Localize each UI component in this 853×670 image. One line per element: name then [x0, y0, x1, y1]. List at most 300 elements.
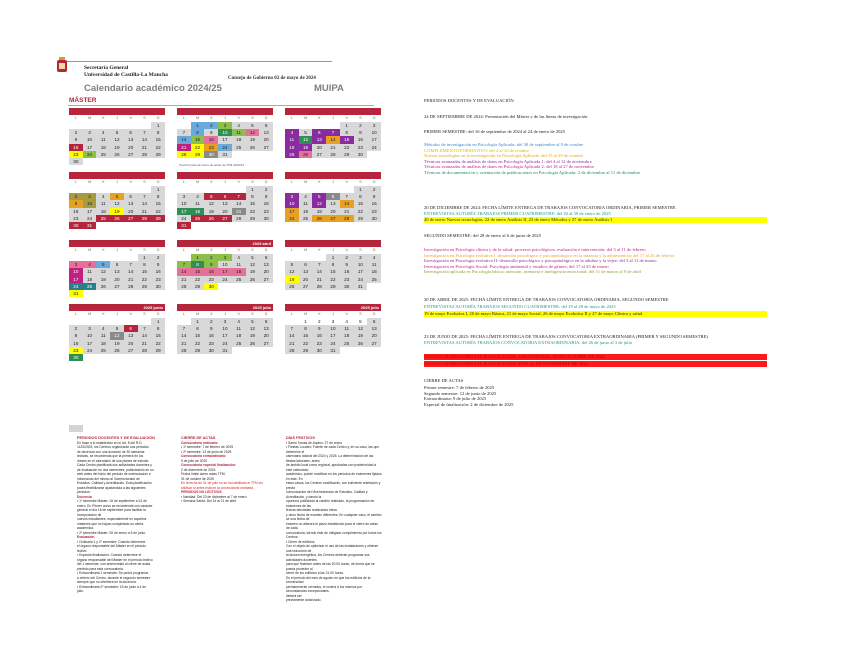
day-cell: 6	[218, 193, 232, 200]
day-cell: 19	[110, 340, 124, 347]
day-cell: 8	[191, 325, 205, 332]
day-cell: 3	[331, 319, 335, 324]
periods-line: Evaluación	[77, 535, 95, 539]
day-cell: 18	[232, 268, 246, 275]
day-cell: 2	[69, 129, 83, 136]
weekday-label: V	[345, 312, 348, 316]
week-row	[177, 122, 273, 129]
day-cell: 1	[326, 254, 340, 261]
weekday-label: X	[318, 180, 321, 184]
day-cell: 14	[177, 268, 191, 275]
periods-line: incorporación de	[77, 512, 102, 517]
day-cell: 3	[83, 193, 97, 200]
day-cell: 9	[204, 261, 218, 268]
day-cell: 26	[110, 215, 124, 222]
empty-cell	[340, 347, 354, 354]
holidays-line: y otros fecha de examen diferentes. En cualquier caso, el cambio se una fecha de	[286, 512, 382, 521]
day-cell: 7	[177, 261, 191, 268]
day-cell: 27	[367, 340, 381, 347]
day-cell: 13	[124, 200, 138, 207]
empty-cell	[110, 290, 124, 297]
empty-cell	[83, 254, 97, 261]
university-crest-icon	[56, 57, 68, 75]
day-cell: 16	[259, 200, 273, 207]
periods-line: En base a lo establecido en el Art. 8 del R.D.	[77, 440, 143, 445]
day-cell: 11	[191, 200, 205, 207]
week-row	[69, 208, 165, 215]
weekday-row	[69, 311, 165, 318]
weekday-label: M	[196, 248, 200, 252]
day-cell: 12	[110, 136, 124, 143]
right-interviews-1-dates: 20 de enero Nuevas tecnologías, 22 de enero Análisis II, 23 de enero Métodos y 27 de enero Análisis I	[424, 217, 767, 223]
weekday-label: S	[143, 248, 146, 252]
day-cell: 8	[191, 129, 205, 136]
weekday-label: J	[332, 312, 334, 316]
day-cell: 22	[191, 340, 205, 347]
actas-line: 2 de diciembre de 2024	[181, 467, 216, 472]
day-cell: 16	[204, 136, 218, 143]
empty-cell	[138, 222, 152, 229]
day-cell: 3	[83, 325, 97, 332]
empty-cell	[177, 186, 191, 193]
day-cell: 14	[138, 136, 152, 143]
day-cell: 27	[299, 283, 313, 290]
actas-line: Convocatoria ordinaria:	[181, 440, 219, 445]
periods-line: Estudios, Calidad y Acreditación. Esta planificación	[77, 481, 152, 485]
day-cell: 20	[124, 340, 138, 347]
month-calendar	[177, 240, 273, 290]
day-cell: 26	[354, 340, 368, 347]
periods-line: 1125/2003, los Centros organizarán sus periodos	[77, 445, 149, 449]
day-cell: 22	[151, 208, 165, 215]
month-header	[69, 240, 165, 247]
day-cell: 29	[191, 283, 205, 290]
day-cell: 10	[218, 261, 232, 268]
day-cell: 29	[191, 347, 205, 354]
day-cell: 5	[246, 254, 260, 261]
day-cell: 17	[218, 332, 232, 339]
day-cell: 8	[151, 193, 165, 200]
right-deadline-2: 30 DE ABRIL DE 2025: FECHA LÍMITE ENTREGA DE TRABAJOS CONVOCATORIA ORDINARIA, SEGUNDO SEMESTRE	[424, 297, 669, 302]
organization: Secretaría General Universidad de Castilla-La Mancha	[84, 65, 168, 78]
empty-cell	[340, 186, 354, 193]
day-cell: 14	[138, 332, 152, 339]
day-cell: 27	[124, 347, 138, 354]
day-cell: 11	[232, 261, 246, 268]
day-cell: 26	[110, 347, 124, 354]
subject-line: Métodos de investigación en Psicología Aplicada: del 30 de septiembre al 9 de octubre	[424, 142, 584, 147]
week-row	[285, 193, 381, 200]
day-cell: 17	[83, 144, 97, 151]
day-cell: 23	[69, 347, 83, 354]
day-cell: 9	[69, 200, 83, 207]
empty-cell	[177, 318, 191, 325]
day-cell: 1	[151, 318, 165, 325]
day-cell: 18	[232, 136, 246, 143]
day-cell: 7	[138, 193, 152, 200]
day-cell: 12	[312, 200, 326, 207]
day-cell: 21	[340, 208, 354, 215]
day-cell: 15	[340, 136, 354, 143]
day-cell: 2	[259, 186, 273, 193]
right-actas-list	[424, 385, 513, 407]
week-row	[69, 186, 165, 193]
day-cell: 28	[177, 151, 191, 158]
weekday-row	[69, 115, 165, 122]
periods-line: a criterio del Centro, durante el segundo semestre	[77, 575, 151, 580]
day-cell: 24	[83, 151, 97, 158]
day-cell: 16	[204, 268, 218, 275]
day-cell: 13	[259, 325, 273, 332]
day-cell: 20	[312, 144, 326, 151]
empty-cell	[96, 254, 110, 261]
empty-cell	[259, 347, 273, 354]
holidays-line: de ámbito local como regional, aprobadas con posterioridad a este calendario	[286, 463, 377, 472]
day-cell: 31	[218, 151, 232, 158]
weekday-label: L	[182, 248, 185, 252]
day-cell: 28	[326, 151, 340, 158]
empty-cell	[354, 347, 368, 354]
day-cell: 10	[285, 200, 299, 207]
periods-line: el órgano responsable del Máster en el periodo	[77, 544, 146, 548]
empty-cell	[326, 122, 340, 129]
day-cell: 7	[340, 193, 354, 200]
day-cell: 15	[191, 268, 205, 275]
day-cell: 10	[218, 129, 232, 136]
weekday-label: D	[156, 312, 160, 316]
actas-line: En la fecha de 31 de julio no se ha habilitado el TFM sin	[181, 481, 263, 485]
day-cell: 25	[367, 276, 381, 283]
day-cell: 6	[259, 254, 273, 261]
day-cell: 7	[138, 129, 152, 136]
weekday-label: S	[359, 180, 362, 184]
weekday-label: L	[74, 248, 77, 252]
week-row	[69, 354, 165, 361]
weekday-label: S	[251, 180, 254, 184]
subject-line: Nuevas tecnologías en la investigación en Psicología Aplicada: del 15 al 29 de octubre	[424, 153, 584, 159]
right-interviews-3: ENTREVISTAS AUTORÍA TRABAJOS CONVOCATORIA EXTRAORDINARIA: del 26 de junio al 3 de julio	[424, 340, 633, 345]
week-row	[177, 208, 273, 215]
day-cell: 25	[232, 276, 246, 283]
day-cell: 25	[96, 151, 110, 158]
weekday-label: X	[210, 248, 213, 252]
weekday-label: J	[116, 248, 118, 252]
week-row	[285, 208, 381, 215]
weekday-label: X	[102, 116, 105, 120]
day-cell: 21	[138, 208, 152, 215]
day-cell: 28	[340, 215, 354, 222]
day-cell: 12	[285, 268, 299, 275]
empty-cell	[312, 186, 326, 193]
day-cell: 18	[96, 144, 110, 151]
day-cell: 29	[340, 151, 354, 158]
day-cell: 12	[246, 261, 260, 268]
day-cell: 20	[110, 276, 124, 283]
day-cell: 9	[204, 129, 218, 136]
program-code: MUIPA	[314, 83, 344, 94]
right-special-2: CONVOCATORIA ESPECIAL FINALIZACIÓN: TFM: 21 DE NOVIEMBRE DE 2024	[424, 361, 767, 367]
day-cell: 6	[259, 122, 273, 129]
day-cell: 6	[299, 261, 313, 268]
holidays-line: previamente autorizado.	[286, 598, 322, 602]
day-cell: 12	[354, 325, 368, 332]
day-cell: 18	[191, 208, 205, 215]
day-cell: 23	[69, 151, 83, 158]
day-cell: 10	[326, 325, 340, 332]
day-cell: 1	[151, 122, 165, 129]
weekday-label: V	[345, 180, 348, 184]
day-cell: 14	[232, 200, 246, 207]
day-cell: 19	[204, 208, 218, 215]
empty-cell	[204, 186, 218, 193]
day-cell: 3	[218, 318, 232, 325]
weekday-label: L	[290, 248, 293, 252]
day-cell: 26	[285, 283, 299, 290]
week-row	[69, 347, 165, 354]
periods-line: lectivas, se recomienda que la primera en los	[77, 454, 144, 458]
weekday-label: X	[318, 116, 321, 120]
day-cell: 28	[138, 347, 152, 354]
weekday-row	[177, 247, 273, 254]
day-cell: 2	[354, 122, 368, 129]
week-row	[177, 193, 273, 200]
day-cell: 25	[232, 340, 246, 347]
day-cell: 4	[191, 193, 205, 200]
day-cell: 5	[110, 325, 124, 332]
day-cell: 19	[110, 208, 124, 215]
day-cell: 5	[96, 261, 110, 268]
weekday-label: J	[116, 180, 118, 184]
periods-line: podrá flexibilizarse ajustándola a las siguientes	[77, 485, 146, 490]
week-row	[177, 144, 273, 151]
week-row	[177, 283, 273, 290]
day-cell: 1	[191, 254, 205, 261]
day-cell: 31	[326, 347, 340, 354]
day-cell: 27	[218, 215, 232, 222]
day-cell: 27	[259, 276, 273, 283]
day-cell: 28	[312, 283, 326, 290]
day-cell: 21	[177, 276, 191, 283]
day-cell: 15	[191, 136, 205, 143]
weekday-label: J	[116, 116, 118, 120]
day-cell: 23	[69, 215, 83, 222]
empty-cell	[124, 254, 138, 261]
day-cell: 7	[177, 129, 191, 136]
day-cell: 12	[299, 136, 313, 143]
empty-cell	[259, 222, 273, 229]
periods-line: • 1º semestre Máster: 16 de septiembre a 24 de	[77, 499, 147, 503]
empty-cell	[83, 354, 97, 361]
day-cell: 26	[110, 151, 124, 158]
day-cell: 16	[204, 332, 218, 339]
month-calendar	[177, 304, 273, 354]
day-cell: 21	[326, 144, 340, 151]
day-cell: 15	[354, 200, 368, 207]
day-cell: 16	[340, 268, 354, 275]
right-deadline-3: 23 DE JUNIO DE 2025: FECHA LÍMITE ENTREGA DE TRABAJOS CONVOCATORIA EXTRAORDINARIA (PRIMER Y SEGUNDO SEMESTRE)	[424, 334, 708, 339]
week-row	[69, 268, 165, 275]
day-cell: 3	[367, 122, 381, 129]
holidays-line: cierre de los edificios a las 21:00 horas.	[286, 571, 344, 575]
periods-line: lectivo.	[77, 548, 88, 553]
empty-cell	[138, 186, 152, 193]
empty-cell	[96, 290, 110, 297]
empty-cell	[232, 347, 246, 354]
empty-cell	[259, 151, 273, 158]
day-cell: 7	[326, 129, 340, 136]
day-cell: 8	[354, 193, 368, 200]
weekday-label: M	[196, 312, 200, 316]
empty-cell	[151, 290, 165, 297]
day-cell: 29	[151, 151, 165, 158]
day-cell: 7	[138, 325, 152, 332]
day-cell: 26	[96, 283, 110, 290]
day-cell: 19	[312, 208, 326, 215]
actas-line: Especial de finalización: 2 de diciembre de 2025	[424, 401, 514, 407]
day-cell: 5	[204, 193, 218, 200]
weekday-row	[177, 115, 273, 122]
month-header	[69, 108, 165, 115]
weekday-label: D	[372, 312, 376, 316]
empty-cell	[285, 122, 299, 129]
day-cell: 16	[312, 332, 326, 339]
day-cell: 3	[177, 193, 191, 200]
day-cell: 22	[151, 144, 165, 151]
day-cell: 25	[299, 215, 313, 222]
periods-line: general el día 16 de septiembre para facilitar la	[77, 508, 146, 512]
empty-cell	[110, 186, 124, 193]
week-row	[177, 215, 273, 222]
day-cell: 8	[299, 325, 313, 332]
week-row	[69, 144, 165, 151]
weekday-label: M	[304, 116, 308, 120]
subject-line: Técnicas de documentación y orientación de publicaciones en Psicología Aplicada: 2 de diciembre al 11 de diciembre	[424, 169, 641, 175]
week-row	[285, 332, 381, 339]
day-cell: 6	[124, 129, 138, 136]
month-header	[285, 172, 381, 179]
day-cell: 2	[69, 193, 83, 200]
week-row	[285, 261, 381, 268]
week-row	[177, 268, 273, 275]
weekday-label: D	[264, 116, 268, 120]
day-cell: 1	[191, 318, 205, 325]
day-cell: 7	[232, 193, 246, 200]
periods-line: julio.	[77, 589, 84, 593]
periods-line: enero. En Primer curso se recomienda con carácter	[77, 503, 153, 508]
day-cell: 10	[177, 200, 191, 207]
empty-cell	[83, 122, 97, 129]
periods-line: Docencia	[77, 494, 92, 499]
day-cell: 17	[83, 340, 97, 347]
day-cell: 5	[285, 261, 299, 268]
day-cell: 18	[367, 268, 381, 275]
day-cell: 14	[177, 136, 191, 143]
day-cell: 12	[246, 129, 260, 136]
day-cell: 19	[299, 144, 313, 151]
weekday-label: J	[224, 248, 226, 252]
week-row	[69, 318, 165, 325]
right-interviews-2-dates: 19 de mayo Evolutiva I, 20 de mayo Básica, 21 de mayo Social, 26 de mayo Evolutiva II y 27 de mayo Clínica y salud	[424, 311, 767, 317]
empty-cell	[218, 186, 232, 193]
day-cell: 12	[110, 200, 124, 207]
weekday-row	[69, 179, 165, 186]
day-cell: 27	[124, 151, 138, 158]
weekday-label: D	[264, 180, 268, 184]
day-cell: 9	[354, 129, 368, 136]
day-cell: 1	[304, 319, 307, 324]
empty-cell	[138, 354, 152, 361]
empty-cell	[151, 354, 165, 361]
day-cell: 15	[151, 200, 165, 207]
empty-cell	[83, 158, 97, 165]
actas-line: 9 de julio de 2025	[181, 458, 208, 463]
day-cell: 7	[177, 325, 191, 332]
day-cell: 13	[124, 332, 138, 339]
day-cell: 9	[340, 261, 354, 268]
week-row	[285, 325, 381, 332]
day-cell: 9	[367, 193, 381, 200]
day-cell: 7	[312, 261, 326, 268]
day-cell: 29	[191, 151, 205, 158]
day-cell: 20	[218, 208, 232, 215]
day-cell: 4	[345, 319, 348, 324]
day-cell: 21	[177, 144, 191, 151]
week-row	[285, 254, 381, 261]
day-cell: 16	[69, 144, 83, 151]
weekday-row	[285, 247, 381, 254]
week-row	[285, 268, 381, 275]
day-cell: 16	[354, 136, 368, 143]
day-cell: 25	[232, 144, 246, 151]
empty-cell	[110, 122, 124, 129]
empty-cell	[96, 318, 110, 325]
actas-line: Segundo semestre: 12 de junio de 2025	[424, 390, 497, 396]
day-cell: 30	[367, 215, 381, 222]
day-cell: 15	[191, 332, 205, 339]
subject-line: Investigación en Psicología Social: Psicología ambiental y estudios de género, del 17 al 25 de marzo	[424, 263, 609, 269]
week-row	[285, 136, 381, 143]
day-cell: 21	[285, 340, 299, 347]
empty-cell	[138, 318, 152, 325]
section-title: MÁSTER	[69, 97, 97, 104]
month-calendar	[69, 240, 165, 297]
weekday-label: M	[196, 116, 200, 120]
actas-line: • 2º semestre: 13 de junio de 2025	[181, 449, 232, 454]
empty-cell	[191, 186, 205, 193]
day-cell: 28	[177, 283, 191, 290]
day-cell: 17	[177, 208, 191, 215]
empty-cell	[138, 158, 152, 165]
day-cell: 20	[124, 144, 138, 151]
day-cell: 9	[312, 325, 326, 332]
holidays-line: permanecerán cerrados, el control a los mismos por circunstancias excepcionales,	[286, 584, 363, 593]
day-cell: 15	[246, 200, 260, 207]
weekday-label: X	[318, 248, 321, 252]
week-row	[69, 290, 165, 297]
day-cell: 11	[96, 332, 110, 339]
week-row	[69, 340, 165, 347]
weekday-label: D	[156, 248, 160, 252]
day-cell: 31	[69, 290, 83, 297]
day-cell: 4	[232, 318, 246, 325]
actas-line: Fecha límite cierre actas TFM:	[181, 472, 226, 476]
actas-line: • Semana Santa: Del 14 al 21 de abril	[181, 499, 237, 503]
day-cell: 17	[285, 208, 299, 215]
day-cell: 14	[326, 136, 340, 143]
empty-cell	[83, 318, 97, 325]
weekday-label: M	[88, 248, 92, 252]
empty-cell	[204, 222, 218, 229]
